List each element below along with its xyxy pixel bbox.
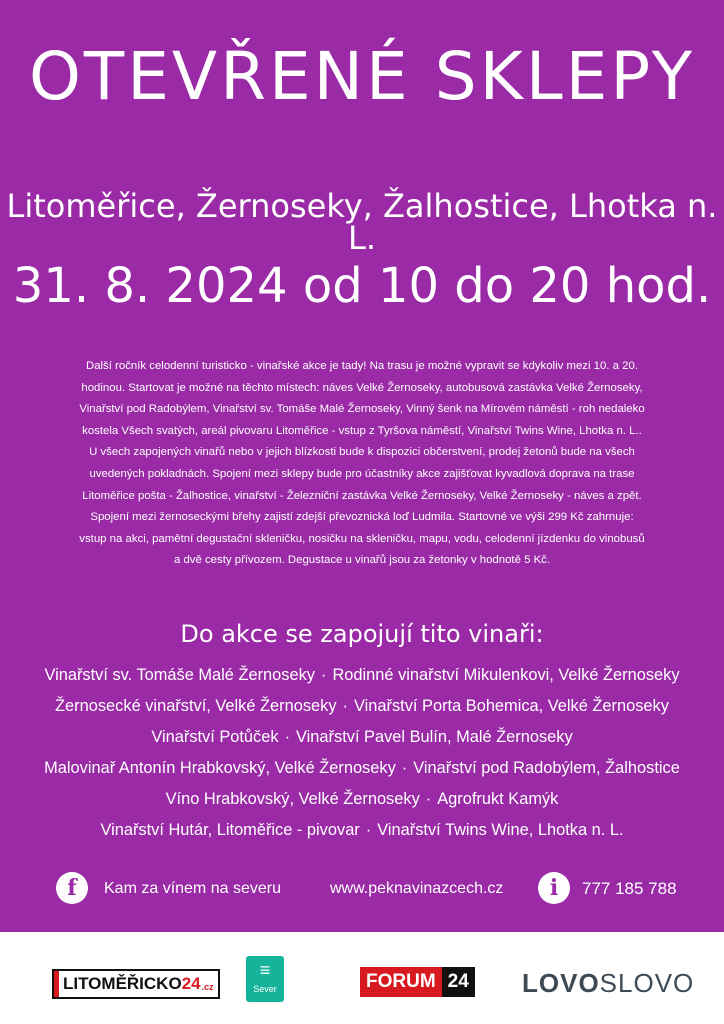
description-line: Další ročník celodenní turisticko - vinařské akce je tady! Na trasu je možné vypravit se kdykoliv mezi 10. a 20. <box>85 360 639 372</box>
description-line: a dvě cesty přívozem. Degustace u vinařů jsou za žetonky v hodnotě 5 Kč. <box>173 554 551 567</box>
winemaker-name: Malovinař Antonín Hrabkovský, Velké Žernoseky <box>44 759 396 777</box>
winemaker-name: Vinařství Pavel Bulín, Malé Žernoseky <box>296 728 573 746</box>
winemaker-row <box>0 660 724 691</box>
winemaker-name: Vinařství Potůček <box>151 728 279 746</box>
info-icon: i <box>538 872 570 904</box>
sever-logo-glyph: ≡ <box>259 960 271 980</box>
description-line: Litoměřice pošta - Žalhostice, vinařství - Železniční zastávka Velké Žernoseky, Velké Žernoseky - náves a zpět. <box>82 489 642 502</box>
description-line: hodinou. Startovat je možné na těchto místech: náves Velké Žernoseky, autobusová zastávka Velké Žernoseky, <box>81 381 643 394</box>
winemaker-name: Vinařství sv. Tomáše Malé Žernoseky <box>44 666 315 684</box>
forum-logo-number: 24 <box>442 967 475 997</box>
lovo-logo-bold: LOVO <box>522 968 600 998</box>
facebook-page-name[interactable]: Kam za vínem na severu <box>104 880 281 897</box>
contact-row <box>0 870 724 906</box>
lovo-logo-light: SLOVO <box>599 968 695 998</box>
winemaker-name: Víno Hrabkovský, Velké Žernoseky <box>165 790 420 808</box>
logo-red-bar <box>54 971 59 997</box>
litomericko-logo-name: LITOMĚŘICKO <box>63 974 182 993</box>
winemaker-row <box>0 691 724 722</box>
litomericko-logo-tld: .cz <box>201 982 214 992</box>
winemaker-name: Žernosecké vinařství, Velké Žernoseky <box>55 697 337 715</box>
phone-number: 777 185 788 <box>582 879 677 898</box>
separator-dot: · <box>321 666 327 684</box>
winemaker-name: Vinařství pod Radobýlem, Žalhostice <box>413 759 680 777</box>
poster-title: OTEVŘENÉ SKLEPY <box>28 38 696 115</box>
winemakers-title: Do akce se zapojují tito vinaři: <box>180 620 544 648</box>
separator-dot: · <box>342 697 349 715</box>
winemaker-name: Agrofrukt Kamýk <box>437 790 559 808</box>
event-description <box>58 356 666 572</box>
facebook-icon[interactable]: f <box>56 872 88 904</box>
winemaker-row <box>0 722 724 753</box>
description-line: kostela Všech svatých, areál pivovaru Litoměřice - vstup z Tyršova náměstí, Vinařství Twins Wine, Lhotka n. L.. <box>82 424 642 437</box>
separator-dot: · <box>425 790 432 808</box>
winemaker-name: Vinařství Twins Wine, Lhotka n. L. <box>377 821 624 839</box>
winemaker-row <box>0 815 724 846</box>
winemaker-name: Vinařství Hutár, Litoměřice - pivovar <box>100 821 360 839</box>
winemakers-list <box>0 660 724 846</box>
sever-radio-logo <box>246 956 284 1002</box>
description-line: U všech zapojených vinařů nebo v jejich blízkosti bude k dispozici občerstvení, prodej žetonů bude na všech <box>89 446 635 459</box>
event-places: Litoměřice, Žernoseky, Žalhostice, Lhotka n. L. <box>6 187 718 257</box>
winemaker-name: Rodinné vinařství Mikulenkovi, Velké Žernoseky <box>332 666 680 684</box>
litomericko24-logo <box>52 969 220 999</box>
winemaker-row <box>0 753 724 784</box>
separator-dot: · <box>401 759 408 777</box>
lovoslovo-logo <box>522 968 694 998</box>
forum24-logo <box>360 967 475 997</box>
litomericko-logo-number: 24 <box>181 974 201 993</box>
forum-logo-name: FORUM <box>360 967 442 997</box>
description-line: vstup na akci, pamětní degustační skleničku, nosičku na skleničku, mapu, vodu, celodenní jízdenku do vinobusů <box>79 532 645 545</box>
description-line: uvedených pokladnách. Spojení mezi sklepy bude pro účastníky akce zajišťovat kyvadlová doprava na trase <box>89 467 635 480</box>
description-line: Spojení mezi žernoseckými břehy zajistí zdejší převoznická loď Ludmila. Startovné ve výši 299 Kč zahrnuje: <box>90 511 634 524</box>
description-line: Vinařství pod Radobýlem, Vinařství sv. Tomáše Malé Žernoseky, Vinný šenk na Mírovém náměstí - roh nedaleko <box>79 403 645 416</box>
winemaker-row <box>0 784 724 815</box>
sponsor-footer <box>0 932 724 1024</box>
winemaker-name: Vinařství Porta Bohemica, Velké Žernoseky <box>354 697 669 715</box>
separator-dot: · <box>284 728 291 746</box>
sever-logo-text: Sever <box>253 984 277 994</box>
event-date: 31. 8. 2024 od 10 do 20 hod. <box>12 258 712 314</box>
separator-dot: · <box>365 821 372 839</box>
website-link[interactable]: www.peknavinazcech.cz <box>330 880 504 897</box>
